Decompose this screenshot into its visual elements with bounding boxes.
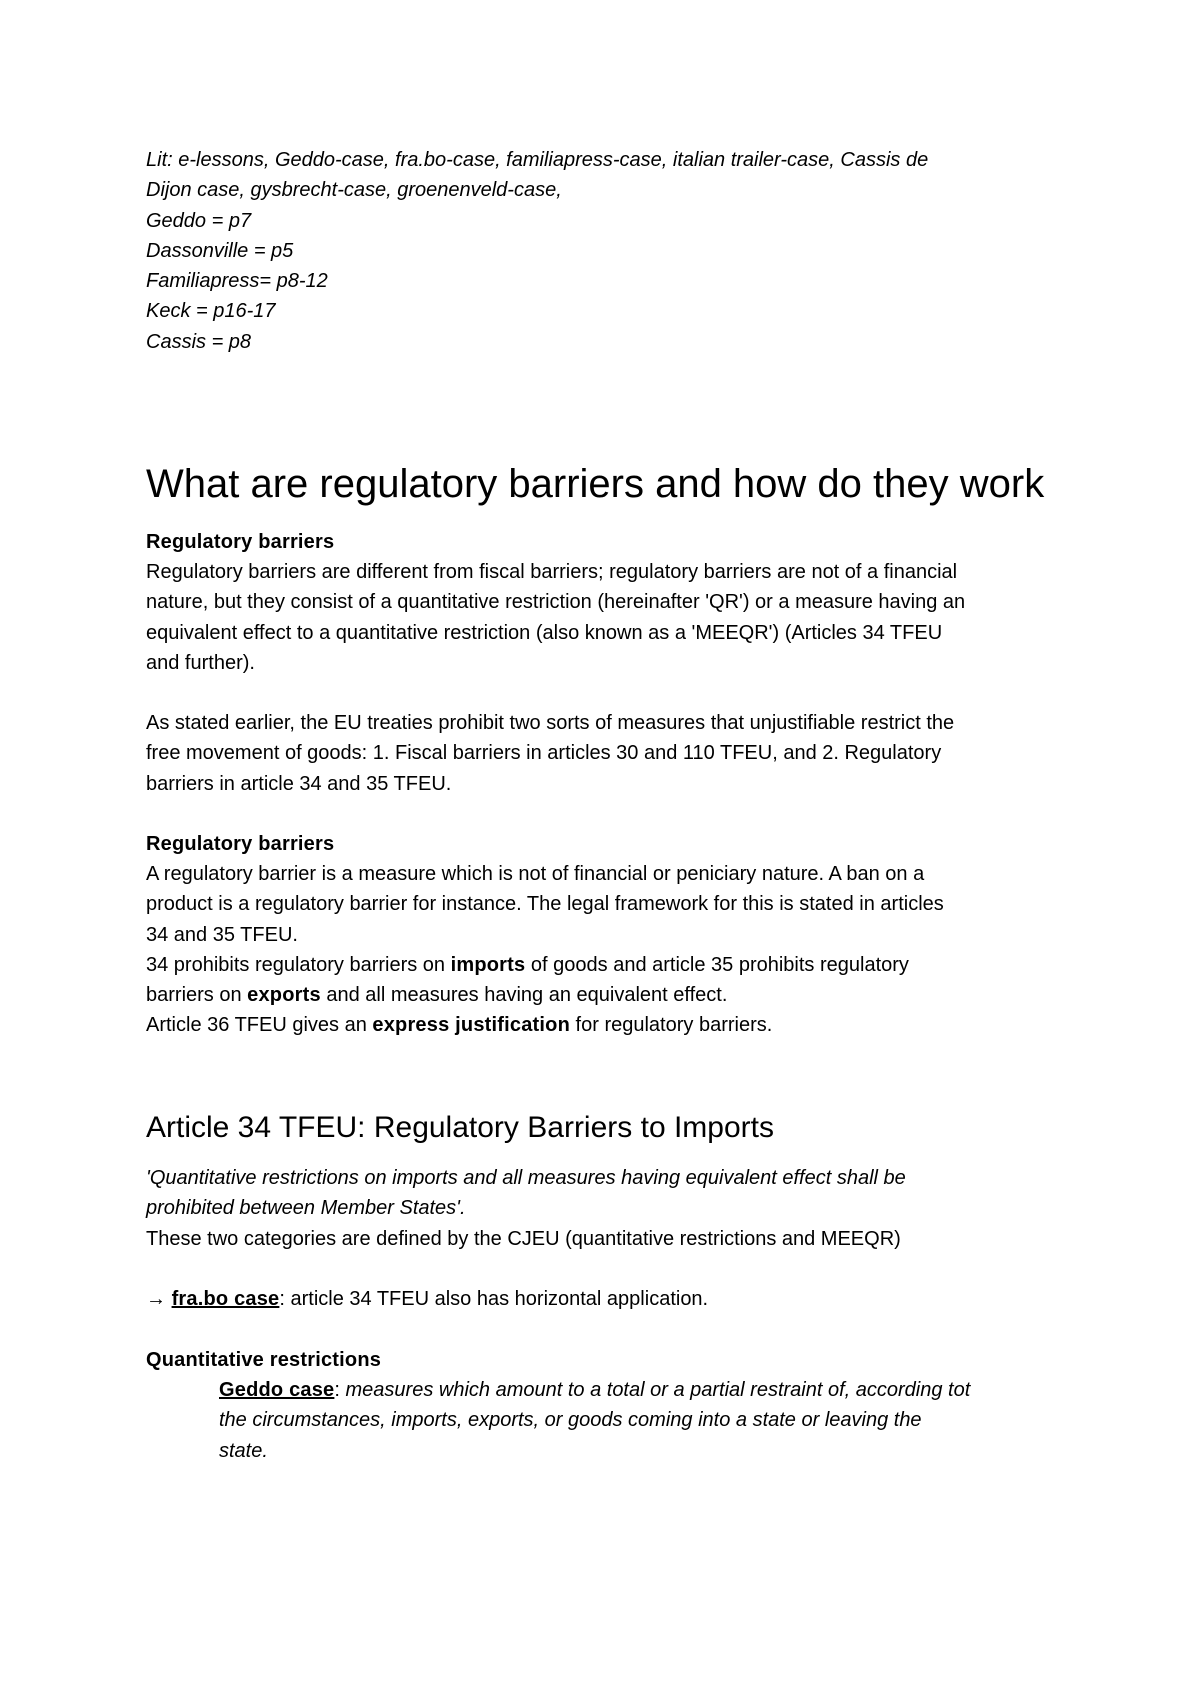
text-run: for regulatory barriers. (570, 1014, 773, 1037)
subheading-quantitative-restrictions: Quantitative restrictions (146, 1349, 382, 1371)
text-run: barriers on (146, 984, 248, 1007)
frabo-note (146, 1284, 1076, 1314)
geddo-case-link[interactable]: Geddo case (219, 1379, 335, 1401)
paragraph-line (146, 1010, 1076, 1040)
section-heading-article-34: Article 34 TFEU: Regulatory Barriers to Imports (146, 1111, 774, 1144)
paragraph-line: product is a regulatory barrier for instance. The legal framework for this is stated in articles (146, 893, 944, 916)
literature-line: Dijon case, gysbrecht-case, groenenveld-case, (146, 179, 562, 202)
bold-express-justification: express justification (372, 1014, 570, 1037)
quote-line: prohibited between Member States'. (146, 1197, 466, 1220)
paragraph-line: equivalent effect to a quantitative restriction (also known as a 'MEEQR') (Articles 34 TFEU (146, 621, 943, 644)
frabo-case-link[interactable]: fra.bo case (171, 1288, 280, 1310)
subheading-regulatory-barriers-2: Regulatory barriers (146, 833, 335, 855)
paragraph-eu-treaties (146, 708, 1076, 799)
geddo-definition (219, 1375, 1079, 1466)
literature-line: Familiapress= p8-12 (146, 270, 328, 293)
paragraph-line: These two categories are defined by the CJEU (quantitative restrictions and MEEQR) (146, 1227, 901, 1250)
literature-line: Dassonville = p5 (146, 239, 294, 262)
subheading-regulatory-barriers: Regulatory barriers (146, 531, 335, 553)
paragraph-regulatory-definition (146, 557, 1076, 678)
paragraph-line (146, 980, 1076, 1010)
text-run: : article 34 TFEU also has horizontal application. (279, 1288, 709, 1310)
section-heading-regulatory-barriers: What are regulatory barriers and how do they work (146, 462, 1045, 506)
paragraph-line: free movement of goods: 1. Fiscal barriers in articles 30 and 110 TFEU, and 2. Regulatory (146, 742, 942, 765)
paragraph-line: the circumstances, imports, exports, or goods coming into a state or leaving the (219, 1409, 922, 1432)
bold-imports: imports (450, 953, 526, 976)
paragraph-line: and further). (146, 651, 255, 674)
paragraph-line: nature, but they consist of a quantitative restriction (hereinafter 'QR') or a measure having an (146, 591, 966, 614)
text-run: : (334, 1379, 346, 1401)
paragraph-line: A regulatory barrier is a measure which is not of financial or peniciary nature. A ban on a (146, 863, 925, 885)
literature-list (146, 145, 1076, 357)
text-run: and all measures having an equivalent effect. (320, 984, 728, 1007)
paragraph-line: As stated earlier, the EU treaties prohibit two sorts of measures that unjustifiable restrict the (146, 712, 955, 734)
paragraph-line (219, 1375, 1079, 1405)
paragraph-regulatory-barrier-measure (146, 859, 1076, 1041)
paragraph-line: Regulatory barriers are different from fiscal barriers; regulatory barriers are not of a financial (146, 561, 958, 583)
text-run: of goods and article 35 prohibits regulatory (525, 953, 909, 976)
quote-line: 'Quantitative restrictions on imports and all measures having equivalent effect shall be (146, 1167, 906, 1189)
paragraph-line: state. (219, 1439, 268, 1462)
literature-line: Keck = p16-17 (146, 300, 276, 323)
text-run: 34 prohibits regulatory barriers on (146, 953, 451, 976)
bold-exports: exports (247, 984, 321, 1007)
paragraph-line: barriers in article 34 and 35 TFEU. (146, 772, 452, 795)
literature-line: Cassis = p8 (146, 330, 252, 353)
literature-line: Geddo = p7 (146, 209, 252, 232)
paragraph-line: 34 and 35 TFEU. (146, 923, 298, 946)
literature-line: Lit: e-lessons, Geddo-case, fra.bo-case, familiapress-case, italian trailer-case, Cassis de (146, 149, 929, 171)
paragraph-article-34 (146, 1163, 1076, 1254)
paragraph-line (146, 950, 1076, 980)
text-run: measures which amount to a total or a partial restraint of, according tot (345, 1379, 971, 1401)
arrow-icon: → (146, 1288, 172, 1310)
text-run: Article 36 TFEU gives an (146, 1014, 373, 1037)
